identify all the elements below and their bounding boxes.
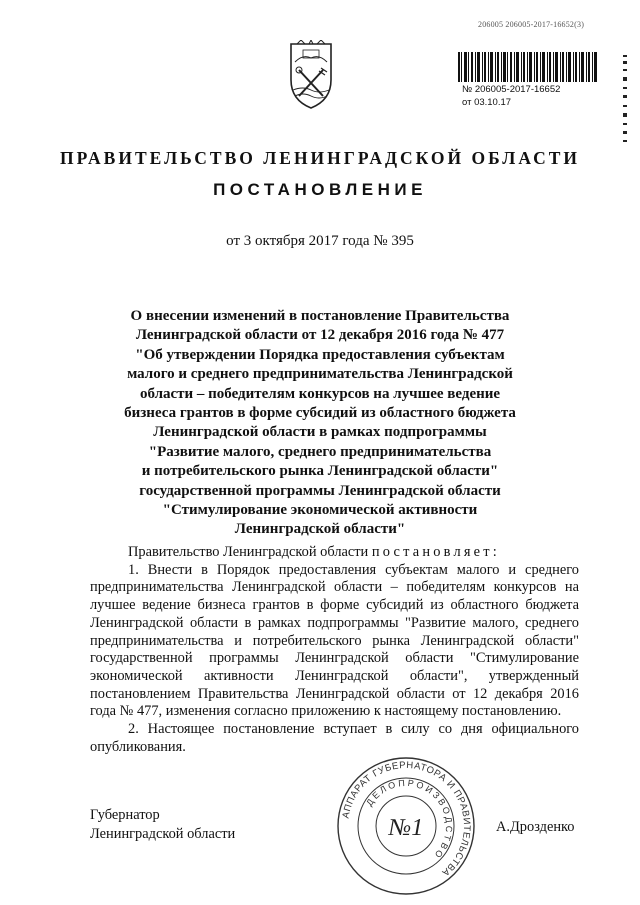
document-date-line: от 3 октября 2017 года № 395 [226,233,414,249]
stamp-outer-text: АППАРАТ ГУБЕРНАТОРА И ПРАВИТЕЛЬСТВА [340,759,473,879]
edge-marks [622,55,630,145]
document-body [90,544,579,756]
stamp-inner-text: ДЕЛОПРОИЗВОДСТВО [364,777,455,862]
top-reference-number: 206005 206005-2017-16652(3) [478,20,585,29]
preamble-prefix: Правительство Ленинградской области [128,544,369,560]
issuer-heading: ПРАВИТЕЛЬСТВО ЛЕНИНГРАДСКОЙ ОБЛАСТИ [59,148,581,168]
signatory-name: А.Дрозденко [496,819,575,835]
title-line: Ленинградской области в рамках подпрограммы [153,424,487,441]
title-line: О внесении изменений в постановление Правительства [130,308,510,324]
title-line: "Развитие малого, среднего предпринимательства [148,443,492,460]
title-line: области – победителям конкурсов на лучшее ведение [139,385,501,402]
signatory-position-line: Губернатор [90,807,160,823]
signatory-position [90,806,235,844]
title-line: государственной программы Ленинградской области [139,482,501,499]
clause-2: 2. Настоящее постановление вступает в силу со дня официального опубликования. [90,721,579,755]
stamp-number: №1 [388,815,424,841]
document-type-heading: ПОСТАНОВЛЕНИЕ [213,180,427,199]
signatory-position-line: Ленинградской области [90,826,236,842]
preamble-verb: постановляет: [371,544,500,560]
coat-of-arms-emblem [283,40,339,112]
title-line: "Об утверждении Порядка предоставления субъектам [135,346,505,363]
barcode [458,52,598,82]
title-line: "Стимулирование экономической активности [162,502,478,519]
title-line: Ленинградской области" [234,521,406,538]
title-line: малого и среднего предпринимательства Ленинградской [127,366,513,383]
title-line: и потребительского рынка Ленинградской области" [141,463,499,480]
official-stamp [336,756,476,896]
title-line: бизнеса грантов в форме субсидий из областного бюджета [124,405,516,422]
registration-number: № 206005-2017-16652 [462,84,561,95]
registration-date: от 03.10.17 [462,97,512,108]
clause-1: 1. Внести в Порядок предоставления субъектам малого и среднего предпринимательства Ленинградской области – победителям конкурсов на лучшее ведение бизнеса грантов в форме субсидий из областного бюджета Ленинградской области в рамках подпрограммы "Развитие малого, среднего предпринимательства и потребительского рынка Ленинградской области" государственной программы Ленинградской области "Стимулирование экономической активности Ленинградской области", утвержденный постановлением Правительства Ленинградской области от 12 декабря 2016 года № 477, изменения согласно приложению к настоящему постановлению. [90,561,579,720]
preamble [90,544,579,562]
document-title [110,307,530,540]
title-line: Ленинградской области от 12 декабря 2016 года № 477 [135,327,505,344]
